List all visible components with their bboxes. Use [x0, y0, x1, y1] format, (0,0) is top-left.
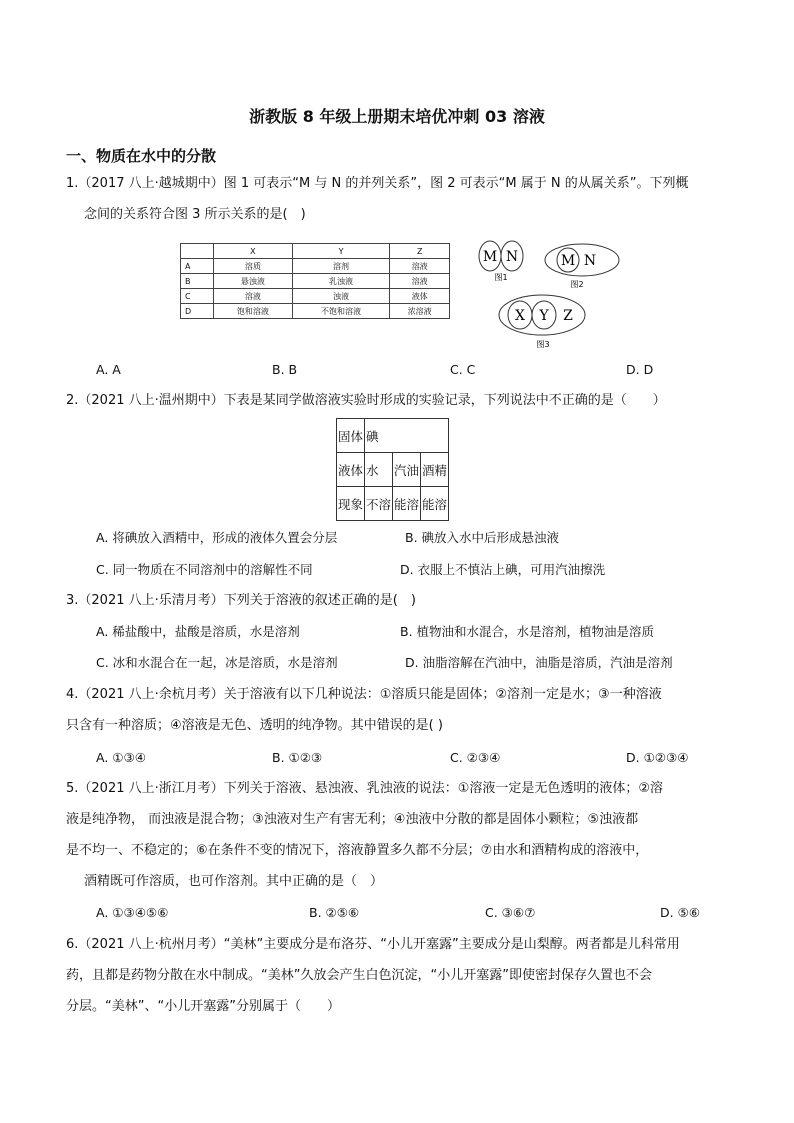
question-4-text-line2: 只含有一种溶质；④溶液是无色、透明的纯净物。其中错误的是( )	[66, 718, 443, 733]
question-1-option-d: D. D	[626, 362, 654, 377]
table-row	[337, 453, 449, 487]
question-2-option-c: C. 同一物质在不同溶剂中的溶解性不同	[96, 562, 313, 577]
table-cell: 溶液	[390, 274, 450, 289]
question-4-option-b: B. ①②③	[272, 750, 323, 765]
question-1-text-line2: 念间的关系符合图 3 所示关系的是( )	[84, 207, 306, 222]
table-cell: 汽油	[393, 453, 421, 487]
question-5-option-c: C. ③⑥⑦	[485, 905, 536, 920]
question-4-option-d: D. ①②③④	[626, 750, 689, 765]
question-5-option-d: D. ⑤⑥	[660, 905, 700, 920]
question-5-text-line3: 是不均一、不稳定的；⑥在条件不变的情况下，溶液静置多久都不分层；⑦由水和酒精构成的溶液中，	[66, 843, 649, 858]
table-cell: 酒精	[421, 453, 449, 487]
table-cell: 能溶	[393, 487, 421, 521]
table-cell: B	[181, 274, 214, 289]
question-3-text-line1: 3.（2021 八上·乐清月考）下列关于溶液的叙述正确的是( )	[66, 593, 416, 608]
table-cell: 悬浊液	[214, 274, 293, 289]
question-4-text-line1: 4.（2021 八上·余杭月考）关于溶液有以下几种说法：①溶质只能是固体；②溶剂一定是水；③一种溶液	[66, 687, 662, 702]
table-row	[181, 304, 450, 319]
table-cell: 碘	[365, 419, 449, 453]
question-5-option-a: A. ①③④⑤⑥	[96, 905, 169, 920]
question-4-option-a: A. ①③④	[96, 750, 146, 765]
page-title: 浙教版 8 年级上册期末培优冲刺 03 溶液	[249, 107, 545, 126]
table-cell: 固体	[337, 419, 365, 453]
fig3-label-z: Z	[563, 308, 573, 324]
question-3-option-b: B. 植物油和水混合，水是溶剂，植物油是溶质	[400, 624, 655, 639]
question-4-option-c: C. ②③④	[450, 750, 501, 765]
fig2-caption: 图2	[570, 280, 584, 289]
table-cell: 溶剂	[292, 259, 390, 274]
table-cell: D	[181, 304, 214, 319]
section-heading: 一、物质在水中的分散	[66, 147, 217, 165]
table-cell: 不饱和溶液	[292, 304, 390, 319]
fig2-circle-n	[545, 244, 619, 276]
table-cell: 能溶	[421, 487, 449, 521]
table-cell: Z	[390, 244, 450, 259]
question-2-option-a: A. 将碘放入酒精中，形成的液体久置会分层	[96, 530, 338, 545]
question-3-option-c: C. 冰和水混合在一起，冰是溶质，水是溶剂	[96, 655, 338, 670]
table-cell: 浊液	[292, 289, 390, 304]
table-row	[181, 259, 450, 274]
table-header-row	[181, 244, 450, 259]
question-6-text-line1: 6.（2021 八上·杭州月考）“美林”主要成分是布洛芬、“小儿开塞露”主要成分是山梨醇。两者都是儿科常用	[66, 937, 680, 952]
question-1-option-c: C. C	[450, 362, 476, 377]
question-5-text-line2: 液是纯净物， 而浊液是混合物；③浊液对生产有害无利；④浊液中分散的都是固体小颗粒；⑤浊液都	[66, 812, 639, 827]
question-2-option-d: D. 衣服上不慎沾上碘，可用汽油擦洗	[400, 562, 606, 577]
table-row	[181, 274, 450, 289]
question-5-text-line4: 酒精既可作溶质，也可作溶剂。其中正确的是（ ）	[84, 874, 384, 889]
table-cell: 水	[365, 453, 393, 487]
question-5-option-b: B. ②⑤⑥	[309, 905, 360, 920]
table-cell: 浓溶液	[390, 304, 450, 319]
table-cell: 乳浊液	[292, 274, 390, 289]
question-2-option-b: B. 碘放入水中后形成悬浊液	[405, 530, 560, 545]
table-row	[181, 289, 450, 304]
question-1-table	[180, 243, 450, 319]
table-cell: 不溶	[365, 487, 393, 521]
table-cell: 溶质	[214, 259, 293, 274]
table-cell: 溶液	[214, 289, 293, 304]
fig3-caption: 图3	[536, 340, 550, 349]
question-6-text-line3: 分层。“美林”、“小儿开塞露”分别属于（ ）	[66, 999, 340, 1014]
fig1-label-n: N	[505, 249, 519, 265]
table-cell: 现象	[337, 487, 365, 521]
table-row	[337, 419, 449, 453]
table-cell: 液体	[337, 453, 365, 487]
question-3-option-a: A. 稀盐酸中，盐酸是溶质，水是溶剂	[96, 624, 300, 639]
venn-diagrams	[470, 234, 620, 354]
table-cell: 饱和溶液	[214, 304, 293, 319]
table-row	[337, 487, 449, 521]
fig2-label-n: N	[583, 253, 597, 269]
table-cell: X	[214, 244, 293, 259]
question-2-table	[336, 418, 449, 521]
table-cell: 液体	[390, 289, 450, 304]
fig1-caption: 图1	[494, 273, 508, 282]
question-1-option-a: A. A	[96, 362, 121, 377]
question-2-text-line1: 2.（2021 八上·温州期中）下表是某同学做溶液实验时形成的实验记录，下列说法中不正确的是（ ）	[66, 393, 666, 408]
fig3-label-y: Y	[539, 308, 549, 324]
question-3-option-d: D. 油脂溶解在汽油中，油脂是溶质，汽油是溶剂	[405, 655, 673, 670]
table-cell: Y	[292, 244, 390, 259]
table-cell: C	[181, 289, 214, 304]
table-cell	[181, 244, 214, 259]
fig2-label-m: M	[560, 253, 576, 269]
table-cell: A	[181, 259, 214, 274]
question-5-text-line1: 5.（2021 八上·浙江月考）下列关于溶液、悬浊液、乳浊液的说法：①溶液一定是无色透明的液体；②溶	[66, 781, 664, 796]
question-6-text-line2: 药，且都是药物分散在水中制成。“美林”久放会产生白色沉淀，“小儿开塞露”即使密封保存久置也不会	[66, 968, 652, 983]
question-1-option-b: B. B	[272, 362, 298, 377]
table-cell: 溶液	[390, 259, 450, 274]
fig1-label-m: M	[482, 249, 498, 265]
fig3-label-x: X	[515, 308, 525, 324]
question-1-text-line1: 1.（2017 八上·越城期中）图 1 可表示“M 与 N 的并列关系”，图 2 可表示“M 属于 N 的从属关系”。下列概	[66, 176, 689, 191]
